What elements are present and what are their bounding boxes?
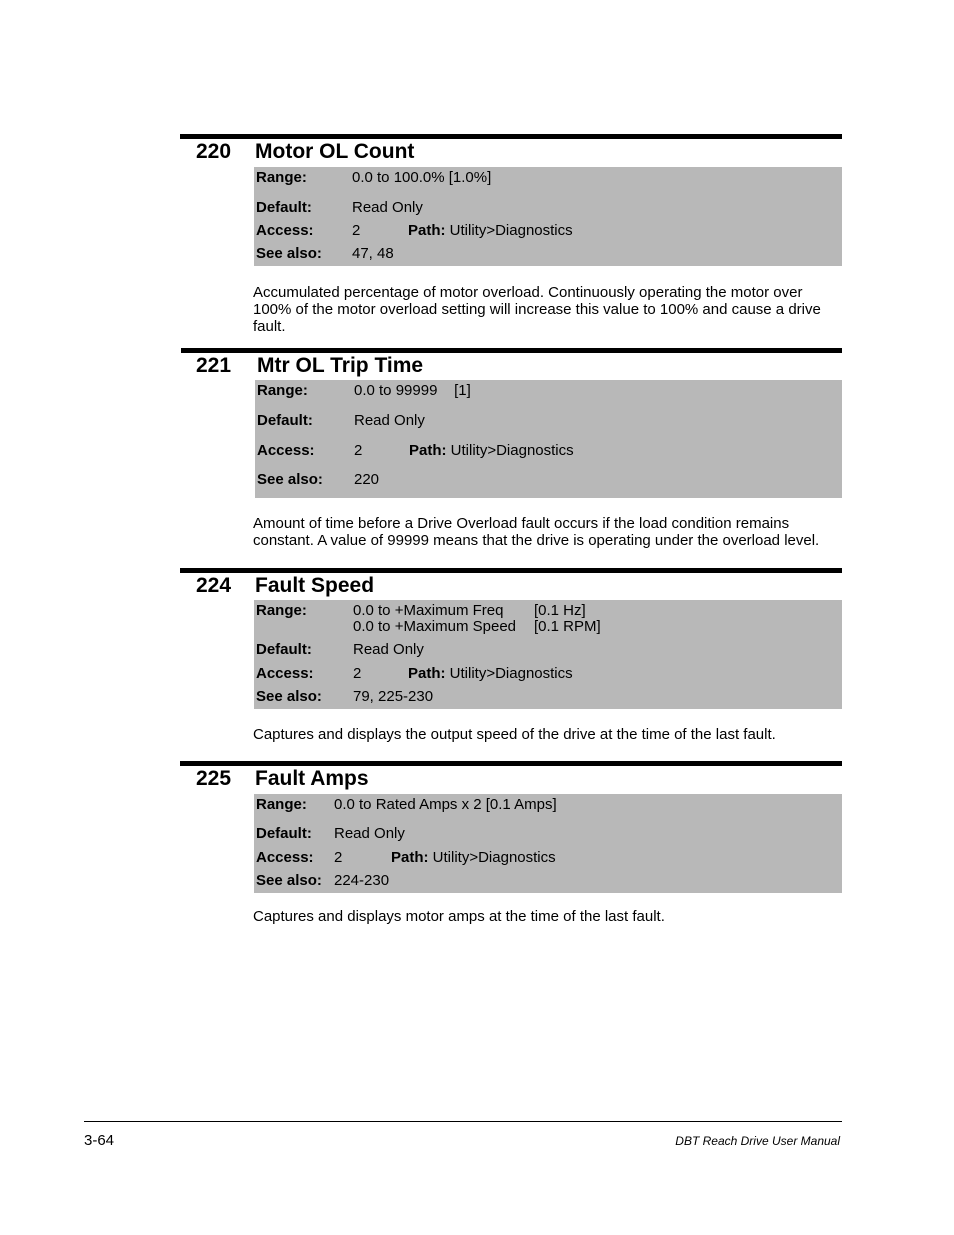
param-number: 225 [196,767,232,790]
range-unit: [0.1 Hz] [534,602,586,619]
param-221-section [180,348,842,549]
see-also-label: See also: [257,471,323,488]
param-225-section [180,761,842,925]
default-label: Default: [257,412,313,429]
access-label: Access: [256,665,314,682]
param-number: 221 [196,354,232,377]
access-value: 2 [352,222,361,239]
see-also-value: 79, 225-230 [353,688,434,705]
param-info-box [254,600,842,709]
param-title: Mtr OL Trip Time [257,354,424,377]
range-label: Range: [256,169,307,186]
manual-title: DBT Reach Drive User Manual [675,1134,840,1148]
see-also-label: See also: [256,688,322,705]
param-description: Captures and displays motor amps at the time of the last fault. [253,908,665,925]
see-also-value: 220 [354,471,380,488]
access-value: 2 [353,665,362,682]
path-label: Path: [408,222,446,239]
path-label: Path: [391,849,429,866]
param-title: Fault Speed [255,574,375,597]
param-header [180,573,842,600]
param-number: 224 [196,574,232,597]
range-label: Range: [256,796,307,813]
path-label: Path: [409,442,447,459]
access-value: 2 [354,442,363,459]
param-number: 220 [196,140,232,163]
access-label: Access: [256,849,314,866]
range-unit: [0.1 RPM] [534,618,601,635]
param-info-box [254,794,842,893]
param-info-box [255,380,842,498]
access-label: Access: [256,222,314,239]
param-title: Fault Amps [255,767,369,790]
param-description: Amount of time before a Drive Overload fault occurs if the load condition remains constant. A value of 99999 means that the drive is operating under the overload level. [253,515,820,549]
see-also-value: 224-230 [334,872,390,889]
access-label: Access: [257,442,315,459]
path-value: Utility>Diagnostics [432,849,556,866]
footer-rule [84,1121,842,1122]
see-also-value: 47, 48 [352,245,394,262]
param-header [180,353,842,380]
default-value: Read Only [354,412,425,429]
range-label: Range: [256,602,307,619]
param-info-box [254,167,842,266]
param-description: Captures and displays the output speed of the drive at the time of the last fault. [253,726,776,743]
default-value: Read Only [334,825,405,842]
range-value: 0.0 to 99999 [1] [354,382,471,399]
param-title: Motor OL Count [255,140,415,163]
param-description: Accumulated percentage of motor overload. Continuously operating the motor over 100% of the motor overload setting will increase this value to 100% and cause a drive fault. [253,284,821,335]
access-value: 2 [334,849,343,866]
param-header [180,139,842,167]
see-also-label: See also: [256,245,322,262]
default-label: Default: [256,641,312,658]
see-also-label: See also: [256,872,322,889]
param-header [180,766,842,794]
range-value: 0.0 to +Maximum Speed [353,618,517,635]
default-value: Read Only [353,641,424,658]
range-value: 0.0 to Rated Amps x 2 [0.1 Amps] [334,796,557,813]
path-value: Utility>Diagnostics [449,665,573,682]
default-label: Default: [256,825,312,842]
range-label: Range: [257,382,308,399]
path-value: Utility>Diagnostics [449,222,573,239]
path-value: Utility>Diagnostics [450,442,574,459]
default-label: Default: [256,199,312,216]
page-number: 3-64 [84,1132,115,1149]
range-value: 0.0 to +Maximum Freq [353,602,504,619]
param-220-section [180,134,842,335]
path-label: Path: [408,665,446,682]
range-value: 0.0 to 100.0% [1.0%] [352,169,492,186]
param-224-section [180,568,842,743]
default-value: Read Only [352,199,423,216]
